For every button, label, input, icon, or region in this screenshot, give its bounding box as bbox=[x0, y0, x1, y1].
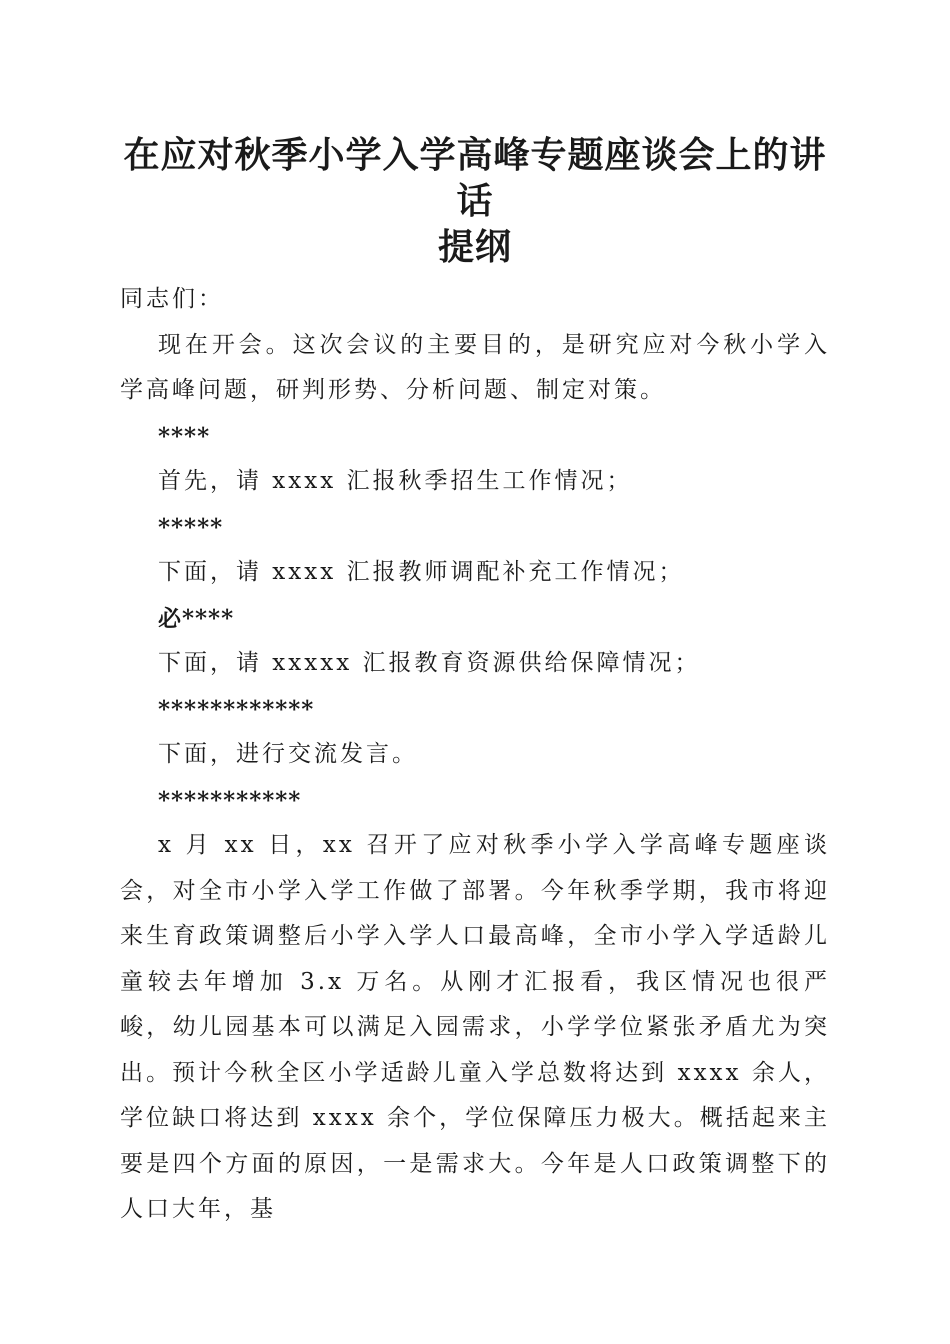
document-body bbox=[120, 277, 830, 1233]
agenda-item-enrollment-report: 首先，请 xxxx 汇报秋季招生工作情况； bbox=[158, 468, 633, 494]
agenda-item-resource-report: 下面，请 xxxxx 汇报教育资源供给保障情况； bbox=[158, 650, 701, 676]
title-line-1: 在应对秋季小学入学高峰专题座谈会上的讲话 bbox=[123, 134, 827, 222]
document-title bbox=[110, 132, 840, 270]
section-marker: **** bbox=[158, 422, 211, 450]
main-speech-paragraph: x 月 xx 日，xx 召开了应对秋季小学入学高峰专题座谈会，对全市小学入学工作做了部署。今年秋季学期，我市将迎来生育政策调整后小学入学人口最高峰，全市小学入学适龄儿童较去年增加 3.x 万名。从刚才汇报看，我区情况也很严峻，幼儿园基本可以满足入园需求，小学学位紧张矛盾尤为突出。预计今秋全区小学适龄儿童入学总数将达到 xxxx 余人，学位缺口将达到 xxxx 余个，学位保障压力极大。概括起来主要是四个方面的原因，一是需求大。今年是人口政策调整下的人口大年，基 bbox=[120, 832, 830, 1222]
agenda-item-teacher-report: 下面，请 xxxx 汇报教师调配补充工作情况； bbox=[158, 559, 685, 585]
salutation: 同志们： bbox=[120, 286, 224, 312]
section-marker: *********** bbox=[158, 786, 302, 814]
section-marker: 必**** bbox=[158, 604, 235, 632]
title-line-2: 提纲 bbox=[437, 226, 512, 268]
opening-paragraph: 现在开会。这次会议的主要目的，是研究应对今秋小学入学高峰问题，研判形势、分析问题、制定对策。 bbox=[120, 331, 830, 403]
section-marker: ***** bbox=[158, 513, 224, 541]
agenda-item-discussion: 下面，进行交流发言。 bbox=[158, 741, 418, 767]
section-marker: ************ bbox=[158, 695, 315, 723]
